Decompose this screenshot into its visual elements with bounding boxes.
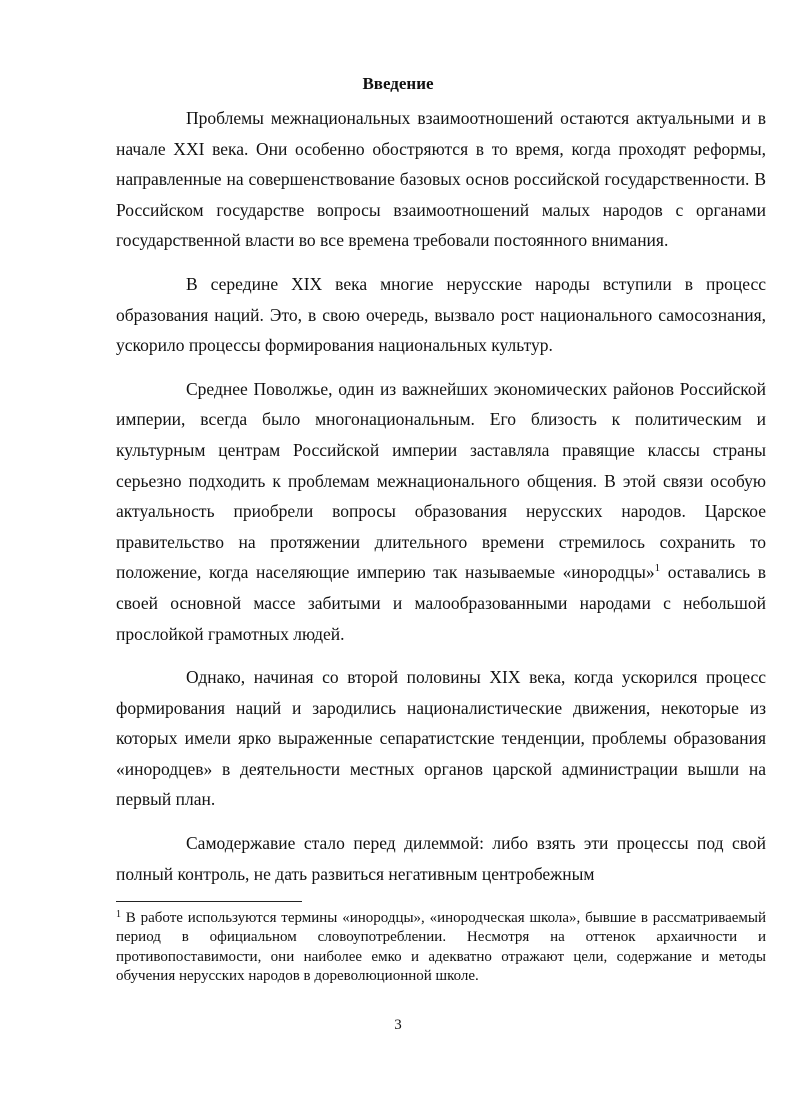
footnote-reference: 1 <box>654 562 661 575</box>
footnote-divider <box>116 901 302 902</box>
footnote <box>116 909 766 987</box>
paragraph-3 <box>116 374 766 649</box>
paragraph-5: Самодержавие стало перед дилеммой: либо взять эти процессы под свой полный контроль, не дать развиться негативным центробежным <box>116 833 766 884</box>
paragraph-4: Однако, начиная со второй половины XIX века, когда ускорился процесс формирования наций и зародились националистические движения, некоторые из которых имели ярко выраженные сепаратистские тенденции, проблемы образования «инородцев» в деятельности местных органов царской администрации вышли на первый план. <box>116 667 766 810</box>
section-heading: Введение <box>362 74 434 93</box>
footnote-marker: 1 <box>116 909 121 920</box>
page-number: 3 <box>394 1017 402 1033</box>
paragraph-3-text-start: Среднее Поволжье, один из важнейших экономических районов Российской империи, всегда было многонациональным. Его близость к политическим и культурным центрам Российской империи заставляла правящие классы страны серьезно подходить к проблемам межнационального общения. В этой связи особую актуальность приобрели вопросы образования нерусских народов. Царское правительство на протяжении длительного времени стремилось сохранить то положение, когда населяющие империю так называемые «инородцы» <box>116 378 766 583</box>
body-text <box>116 103 766 889</box>
paragraph-3-text-end: оставались в своей основной массе забитыми и малообразованными народами с небольшой прослойкой грамотных людей. <box>116 562 766 644</box>
paragraph-1: Проблемы межнациональных взаимоотношений остаются актуальными и в начале XXI века. Они особенно обостряются в то время, когда проходят реформы, направленные на совершенствование базовых основ российской государственности. В Российском государстве вопросы взаимоотношений малых народов с органами государственной власти во все времена требовали постоянного внимания. <box>116 108 766 251</box>
footnote-text: В работе используются термины «инородцы», «инородческая школа», бывшие в рассматриваемый период в официальном словоупотреблении. Несмотря на оттенок архаичности и противопоставимости, они наиболее емко и адекватно отражают цели, содержание и методы обучения нерусских народов в дореволюционной школе. <box>116 910 766 985</box>
paragraph-2: В середине XIX века многие нерусские народы вступили в процесс образования наций. Это, в свою очередь, вызвало рост национального самосознания, ускорило процессы формирования национальных культур. <box>116 273 766 356</box>
